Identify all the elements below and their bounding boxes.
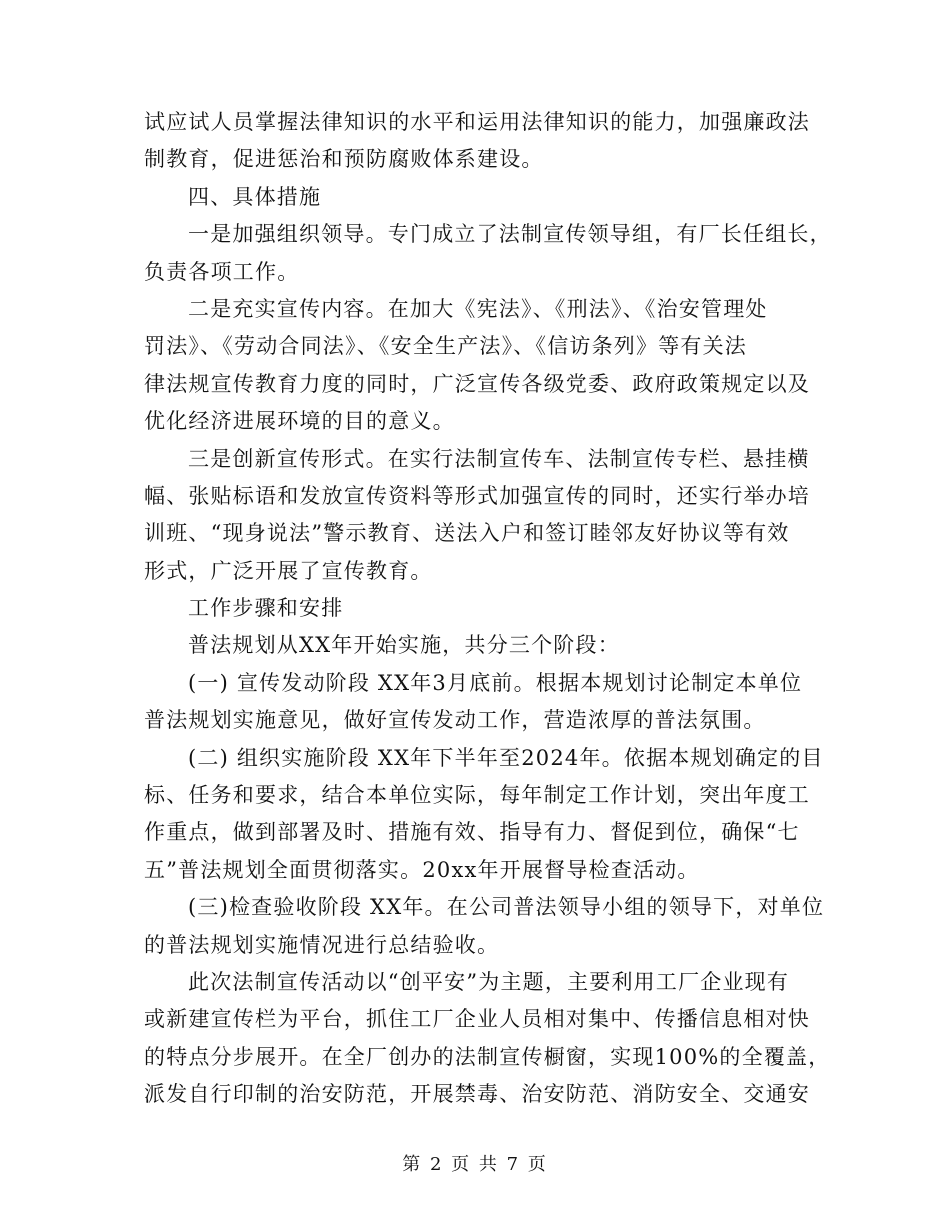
paragraph-line: 幅、张贴标语和发放宣传资料等形式加强宣传的同时，还实行举办培	[144, 483, 810, 508]
paragraph-line: 普法规划实施意见，做好宣传发动工作，营造浓厚的普法氛围。	[144, 708, 766, 733]
paragraph-line: (三)检查验收阶段 XX年。在公司普法领导小组的领导下，对单位	[188, 895, 825, 920]
paragraph-line: 一是加强组织领导。专门成立了法制宣传领导组，有厂长任组长，	[188, 222, 832, 247]
section-heading: 工作步骤和安排	[188, 596, 344, 621]
paragraph-line: (一) 宣传发动阶段 XX年3月底前。根据本规划讨论制定本单位	[188, 670, 803, 695]
paragraph-line: 普法规划从XX年开始实施，共分三个阶段：	[188, 633, 620, 658]
paragraph-line: 作重点，做到部署及时、措施有效、指导有力、督促到位，确保“七	[144, 820, 800, 845]
paragraph-line: 罚法》、《劳动合同法》、《安全生产法》、《信访条列》等有关法	[144, 334, 747, 359]
paragraph-line: 三是创新宣传形式。在实行法制宣传车、法制宣传专栏、悬挂横	[188, 446, 810, 471]
paragraph-line: 制教育，促进惩治和预防腐败体系建设。	[144, 147, 544, 172]
paragraph-line: 标、任务和要求，结合本单位实际，每年制定工作计划，突出年度工	[144, 783, 810, 808]
paragraph-line: 优化经济进展环境的目的意义。	[144, 409, 455, 434]
paragraph-line: 的特点分步展开。在全厂创办的法制宣传橱窗，实现100%的全覆盖，	[144, 1044, 831, 1069]
paragraph-line: 派发自行印制的治安防范，开展禁毒、治安防范、消防安全、交通安	[144, 1082, 810, 1107]
paragraph-line: 二是充实宣传内容。在加大《宪法》、《刑法》、《治安管理处	[188, 296, 768, 321]
paragraph-line: 形式，广泛开展了宣传教育。	[144, 558, 433, 583]
page-number-footer: 第 2 页 共 7 页	[402, 1154, 548, 1175]
paragraph-line: 律法规宣传教育力度的同时，广泛宣传各级党委、政府政策规定以及	[144, 371, 810, 396]
paragraph-line: (二) 组织实施阶段 XX年下半年至2024年。依据本规划确定的目	[188, 745, 824, 770]
paragraph-line: 训班、“现身说法”警示教育、送法入户和签订睦邻友好协议等有效	[144, 521, 790, 546]
document-body	[144, 104, 832, 1114]
paragraph-line: 试应试人员掌握法律知识的水平和运用法律知识的能力，加强廉政法	[144, 110, 810, 134]
paragraph-line: 五”普法规划全面贯彻落实。20xx年开展督导检查活动。	[144, 857, 700, 882]
paragraph-line: 或新建宣传栏为平台，抓住工厂企业人员相对集中、传播信息相对快	[144, 1007, 810, 1032]
section-heading: 四、具体措施	[188, 184, 322, 209]
paragraph-line: 的普法规划实施情况进行总结验收。	[144, 932, 500, 957]
paragraph-line: 负责各项工作。	[144, 259, 300, 284]
paragraph-line: 此次法制宣传活动以“创平安”为主题，主要利用工厂企业现有	[188, 969, 790, 994]
